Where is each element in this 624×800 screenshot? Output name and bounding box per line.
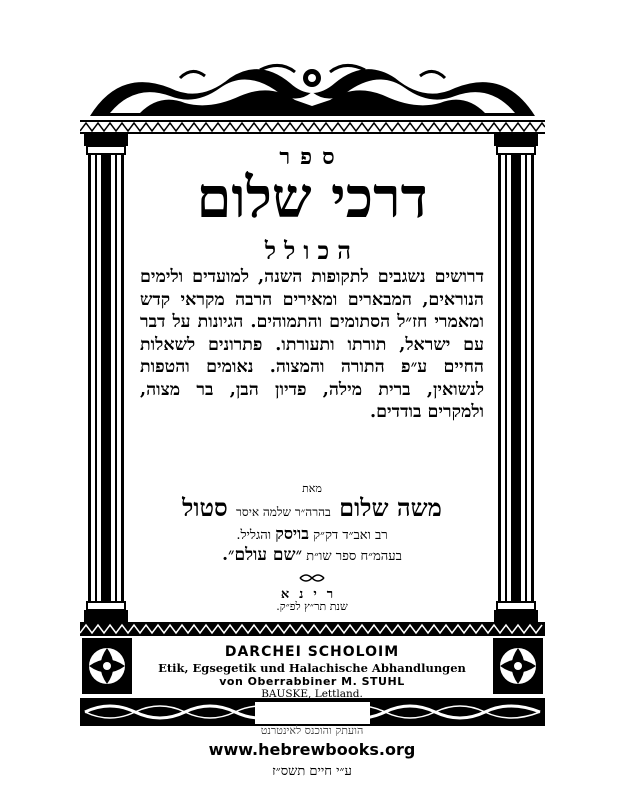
latin-title: DARCHEI SCHOLOIM — [224, 644, 400, 660]
printing-place: רינא — [280, 587, 344, 602]
by-label: מאת — [302, 482, 322, 495]
printing-year: שנת תר״ץ לפ״ק. — [276, 600, 348, 613]
right-column-decoration — [494, 132, 538, 624]
zigzag-band-decoration — [80, 120, 545, 134]
author-surname: סטול — [182, 493, 228, 522]
city-name: בויסק — [275, 524, 309, 543]
description-text: דרושים נשגבים לתקופות השנה, למועדים ולימים הנוראים, המבארים ומאירים הרבה מקראי קדש ומאמרי חז״ל הסתומים והתמוהים. הגיונות על דבר עם ישראל, תורתו ותעורתו. פתרונים לשאלות החיים ע״פ התורה והמצוה. נאומים והטפות לנשואין, ברית מילה, פדיון הבן, בר מצוה, ולמקרים בודדים. — [140, 267, 484, 422]
website-url[interactable]: www.hebrewbooks.org — [208, 740, 416, 759]
previous-work — [138, 545, 486, 565]
position-prefix: רב ואב״ד דק״ק — [313, 528, 388, 543]
book-title: דרכי שלום — [196, 165, 428, 231]
latin-author: von Oberrabbiner M. STUHL — [219, 675, 405, 688]
book-description — [140, 266, 484, 424]
author-line — [138, 494, 486, 526]
position-suffix: והגליל. — [236, 528, 272, 543]
author-father: בהרה״ר שלמה איסר — [236, 505, 331, 519]
latin-place: BAUSKE, Lettland. — [261, 688, 363, 700]
author-name: משה שלום — [339, 493, 442, 522]
prev-work-title: ״שם עולם״. — [222, 545, 303, 565]
prev-work-prefix: בעהמ״ח ספר שו״ת — [306, 549, 402, 564]
includes-heading: הכולל — [264, 236, 360, 265]
book-label: ספר — [279, 144, 345, 170]
latin-subtitle: Etik, Egsegetik und Halachische Abhandlungen — [158, 661, 466, 675]
author-position — [138, 524, 486, 544]
ornament-divider — [298, 572, 326, 584]
scan-note: הועתק והוכנס לאינטרנט — [260, 724, 364, 737]
top-ornament-decoration — [80, 58, 545, 118]
donor-line: ע״י חיים תשס״ז — [272, 764, 352, 779]
left-column-decoration — [84, 132, 128, 624]
